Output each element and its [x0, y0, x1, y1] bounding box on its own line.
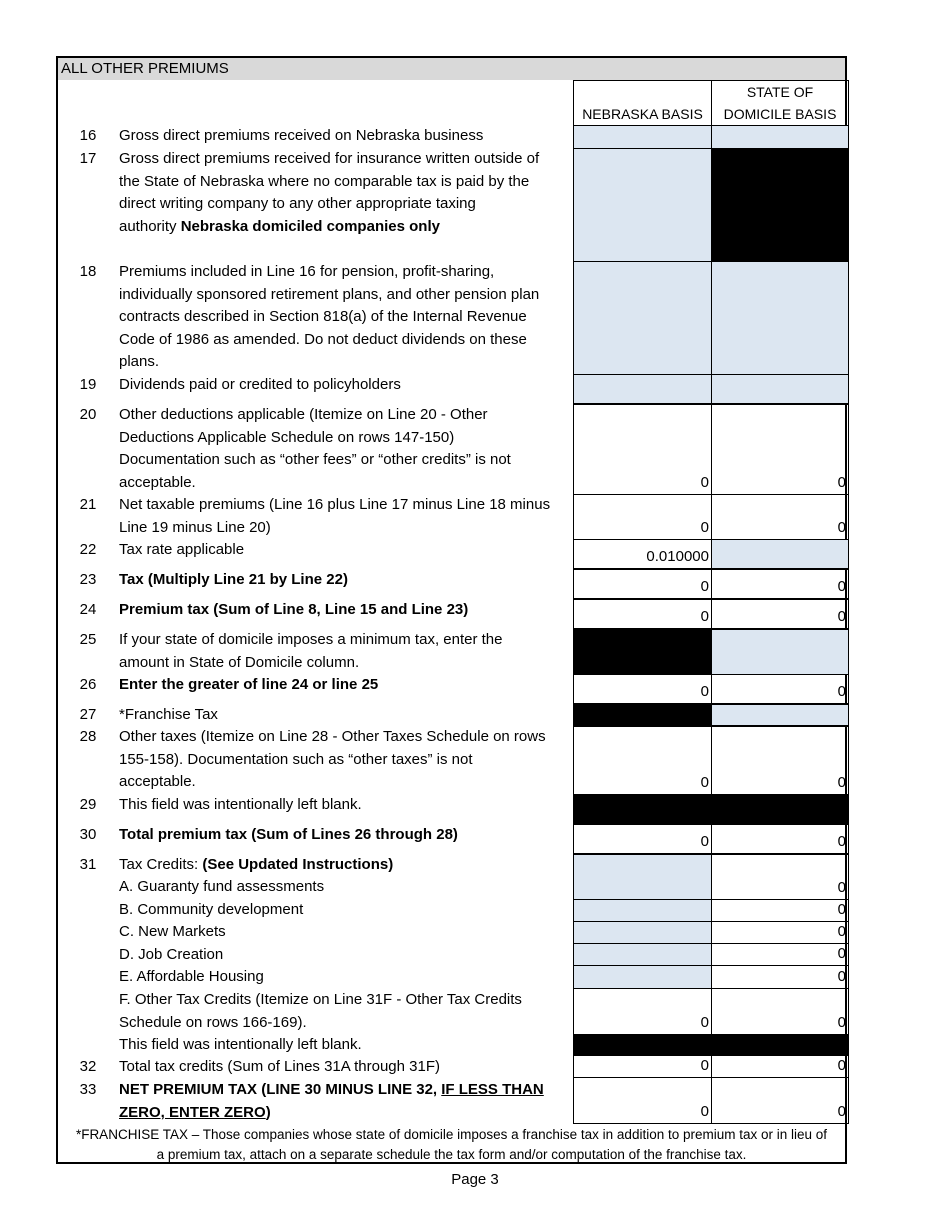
line-17-label-4	[119, 216, 574, 239]
line-27-label: *Franchise Tax	[119, 706, 218, 723]
line-31-blank-label: This field was intentionally left blank.	[119, 1036, 362, 1053]
line-18-label-3: contracts described in Section 818(a) of the Internal Revenue	[119, 308, 527, 325]
line-number: 32	[79, 1058, 97, 1075]
line-33-nebraska-cell[interactable]	[573, 1077, 712, 1124]
line-18-label-4: Code of 1986 as amended. Do not deduct dividends on these	[119, 330, 527, 348]
page-number: Page 3	[451, 1171, 499, 1188]
line-31b-nebraska-input[interactable]	[573, 899, 712, 922]
line-16-nebraska-input[interactable]	[573, 125, 712, 149]
line-33-label-2	[119, 1102, 574, 1125]
line-30-label	[119, 824, 574, 847]
line-29-blocked	[573, 794, 849, 824]
line-22-nebraska-cell[interactable]	[573, 539, 712, 569]
line-number: 21	[79, 496, 97, 513]
line-22-domicile-input[interactable]	[711, 539, 849, 569]
line-17-label-3: direct writing company to any other appropriate taxing	[119, 195, 476, 212]
line-number: 19	[79, 376, 97, 393]
line-21-label-2: Line 19 minus Line 20)	[119, 518, 271, 536]
line-31d-domicile-cell[interactable]	[711, 943, 849, 966]
line-29-label: This field was intentionally left blank.	[119, 796, 362, 813]
nebraska-column-header	[573, 80, 712, 125]
line-17-label-4b: Nebraska domiciled companies only	[180, 217, 440, 235]
line-32-nebraska-value: 0	[700, 1057, 709, 1074]
line-24-nebraska-cell[interactable]	[573, 599, 712, 629]
line-20-nebraska-value: 0	[700, 474, 709, 491]
line-33-domicile-value: 0	[837, 1103, 846, 1120]
line-30-domicile-value: 0	[837, 833, 846, 850]
line-31-domicile-header-blank	[711, 854, 849, 877]
line-23-domicile-cell[interactable]	[711, 569, 849, 599]
line-32-nebraska-cell[interactable]	[573, 1055, 712, 1078]
line-28-domicile-cell[interactable]	[711, 726, 849, 795]
line-number: 20	[79, 406, 97, 423]
line-31f-domicile-value: 0	[837, 1014, 846, 1031]
line-number: 18	[79, 263, 97, 280]
line-20-label-4: acceptable.	[119, 473, 196, 491]
line-23-nebraska-cell[interactable]	[573, 569, 712, 599]
line-31-blank-blocked	[573, 1034, 849, 1056]
line-17-label-4a: authority	[119, 217, 181, 235]
line-27-nebraska-blocked	[573, 704, 712, 726]
line-number: 28	[79, 728, 97, 745]
line-28-label-2: 155-158). Documentation such as “other taxes” is not	[119, 750, 473, 768]
line-30-nebraska-cell[interactable]	[573, 824, 712, 854]
line-31-label-b: (See Updated Instructions)	[202, 856, 394, 873]
domicile-column-header	[711, 80, 849, 125]
line-number: 30	[79, 826, 97, 843]
line-17-label-1: Gross direct premiums received for insurance written outside of	[119, 150, 540, 167]
line-30-nebraska-value: 0	[700, 833, 709, 850]
line-31b-domicile-value: 0	[837, 901, 846, 918]
line-21-label-1: Net taxable premiums (Line 16 plus Line 17 minus Line 18 minus	[119, 496, 551, 513]
line-number: 29	[79, 796, 97, 813]
footnote-line-2: a premium tax, attach on a separate schedule the tax form and/or computation of the franchise tax.	[156, 1147, 747, 1162]
line-number: 22	[79, 541, 97, 558]
line-23-nebraska-value: 0	[700, 578, 709, 595]
line-31f-nebraska-value: 0	[700, 1014, 709, 1031]
line-33-label-2a: ZERO, ENTER ZERO	[119, 1103, 266, 1121]
domicile-basis-label-line1: STATE OF	[746, 84, 814, 100]
line-32-domicile-value: 0	[837, 1057, 846, 1074]
line-21-nebraska-value: 0	[700, 519, 709, 536]
line-22-nebraska-value: 0.010000	[646, 548, 709, 565]
line-number: 17	[79, 150, 97, 167]
line-24-domicile-value: 0	[837, 608, 846, 625]
line-number: 16	[79, 127, 97, 144]
line-20-label-3: Documentation such as “other fees” or “other credits” is not	[119, 451, 511, 468]
line-22-label: Tax rate applicable	[119, 541, 245, 558]
line-16-label: Gross direct premiums received on Nebraska business	[119, 127, 484, 144]
line-20-label-1: Other deductions applicable (Itemize on Line 20 - Other	[119, 406, 488, 423]
line-31f-nebraska-cell[interactable]	[573, 988, 712, 1035]
line-23-domicile-value: 0	[837, 578, 846, 595]
line-31b-domicile-cell[interactable]	[711, 899, 849, 922]
line-31c-nebraska-input[interactable]	[573, 921, 712, 944]
line-20-nebraska-cell[interactable]	[573, 404, 712, 495]
line-31a-label: A. Guaranty fund assessments	[119, 878, 325, 895]
line-18-label-2: individually sponsored retirement plans, and other pension plan	[119, 285, 540, 303]
section-title: ALL OTHER PREMIUMS	[61, 60, 229, 77]
line-33-label-1	[119, 1079, 574, 1102]
line-31c-domicile-value: 0	[837, 923, 846, 940]
line-26-domicile-cell[interactable]	[711, 674, 849, 704]
line-33-label-1a: NET PREMIUM TAX (LINE 30 MINUS LINE 32,	[119, 1081, 442, 1098]
line-number: 25	[79, 631, 97, 648]
line-20-label-2: Deductions Applicable Schedule on rows 147-150)	[119, 428, 455, 446]
line-33-label-2b: )	[265, 1103, 271, 1121]
domicile-basis-label-line2: DOMICILE BASIS	[723, 106, 837, 122]
line-31c-label: C. New Markets	[119, 923, 226, 940]
line-20-domicile-cell[interactable]	[711, 404, 849, 495]
line-31f-domicile-cell[interactable]	[711, 988, 849, 1035]
line-32-label: Total tax credits (Sum of Lines 31A through 31F)	[119, 1058, 440, 1075]
line-33-nebraska-value: 0	[700, 1103, 709, 1120]
line-26-label-text: Enter the greater of line 24 or line 25	[119, 676, 379, 693]
line-26-nebraska-cell[interactable]	[573, 674, 712, 704]
line-31d-nebraska-input[interactable]	[573, 943, 712, 966]
line-23-label	[119, 569, 574, 592]
line-number: 27	[79, 706, 97, 723]
line-27-domicile-input[interactable]	[711, 704, 849, 726]
line-25-label-2: amount in State of Domicile column.	[119, 653, 360, 671]
line-number: 23	[79, 571, 97, 588]
line-28-label-3: acceptable.	[119, 773, 196, 790]
line-31e-nebraska-input[interactable]	[573, 965, 712, 989]
nebraska-basis-label: NEBRASKA BASIS	[582, 106, 703, 122]
line-number: 33	[79, 1081, 97, 1098]
line-number: 31	[79, 856, 97, 873]
line-18-domicile-input[interactable]	[711, 261, 849, 375]
line-19-nebraska-input[interactable]	[573, 374, 712, 404]
line-31c-domicile-cell[interactable]	[711, 921, 849, 944]
line-31d-domicile-value: 0	[837, 945, 846, 962]
line-28-nebraska-value: 0	[700, 774, 709, 791]
line-28-label-1: Other taxes (Itemize on Line 28 - Other Taxes Schedule on rows	[119, 728, 546, 745]
line-25-nebraska-blocked	[573, 629, 712, 675]
line-30-domicile-cell[interactable]	[711, 824, 849, 854]
line-31a-domicile-value: 0	[837, 879, 846, 896]
line-31f-label-2: Schedule on rows 166-169).	[119, 1013, 307, 1031]
line-25-domicile-input[interactable]	[711, 629, 849, 675]
line-33-domicile-cell[interactable]	[711, 1077, 849, 1124]
line-31e-domicile-cell[interactable]	[711, 965, 849, 989]
line-24-label	[119, 599, 574, 622]
line-23-label-text: Tax (Multiply Line 21 by Line 22)	[119, 571, 348, 588]
line-19-domicile-input[interactable]	[711, 374, 849, 404]
line-number: 26	[79, 676, 97, 693]
line-18-label-1: Premiums included in Line 16 for pension, profit-sharing,	[119, 263, 495, 280]
line-30-label-text: Total premium tax (Sum of Lines 26 through 28)	[119, 826, 458, 843]
line-31e-domicile-value: 0	[837, 968, 846, 985]
line-28-domicile-value: 0	[837, 774, 846, 791]
line-number: 24	[79, 601, 97, 618]
line-28-nebraska-cell[interactable]	[573, 726, 712, 795]
franchise-tax-footnote	[58, 1125, 845, 1165]
line-31a-nebraska-input[interactable]	[573, 876, 712, 900]
line-17-label-2: the State of Nebraska where no comparable tax is paid by the	[119, 172, 530, 190]
line-17-domicile-blocked	[711, 148, 849, 262]
footnote-line-1: *FRANCHISE TAX – Those companies whose state of domicile imposes a franchise tax in addition to premium tax or in lieu of	[75, 1127, 828, 1142]
line-24-domicile-cell[interactable]	[711, 599, 849, 629]
line-33-label-1b: IF LESS THAN	[441, 1081, 544, 1098]
line-31b-label: B. Community development	[119, 901, 304, 918]
line-31e-label: E. Affordable Housing	[119, 968, 264, 985]
line-31-label	[119, 854, 574, 877]
line-21-domicile-value: 0	[837, 519, 846, 536]
line-31f-label-1: F. Other Tax Credits (Itemize on Line 31F - Other Tax Credits	[119, 991, 522, 1008]
line-18-nebraska-input[interactable]	[573, 261, 712, 375]
line-26-label	[119, 674, 574, 697]
line-26-nebraska-value: 0	[700, 683, 709, 700]
line-31-nebraska-header-fill	[573, 854, 712, 877]
line-24-label-text: Premium tax (Sum of Line 8, Line 15 and Line 23)	[119, 601, 469, 618]
line-26-domicile-value: 0	[837, 683, 846, 700]
line-21-nebraska-cell[interactable]	[573, 494, 712, 540]
line-18-label-5: plans.	[119, 353, 160, 370]
premium-tax-form	[56, 56, 847, 1164]
line-25-label-1: If your state of domicile imposes a minimum tax, enter the	[119, 631, 503, 648]
line-31d-label: D. Job Creation	[119, 945, 224, 963]
line-19-label: Dividends paid or credited to policyholders	[119, 376, 401, 393]
line-31-label-a: Tax Credits:	[119, 856, 203, 873]
line-21-domicile-cell[interactable]	[711, 494, 849, 540]
line-20-domicile-value: 0	[837, 474, 846, 491]
line-31a-domicile-cell[interactable]	[711, 876, 849, 900]
line-24-nebraska-value: 0	[700, 608, 709, 625]
line-17-nebraska-input[interactable]	[573, 148, 712, 262]
line-16-domicile-input[interactable]	[711, 125, 849, 149]
line-32-domicile-cell[interactable]	[711, 1055, 849, 1078]
